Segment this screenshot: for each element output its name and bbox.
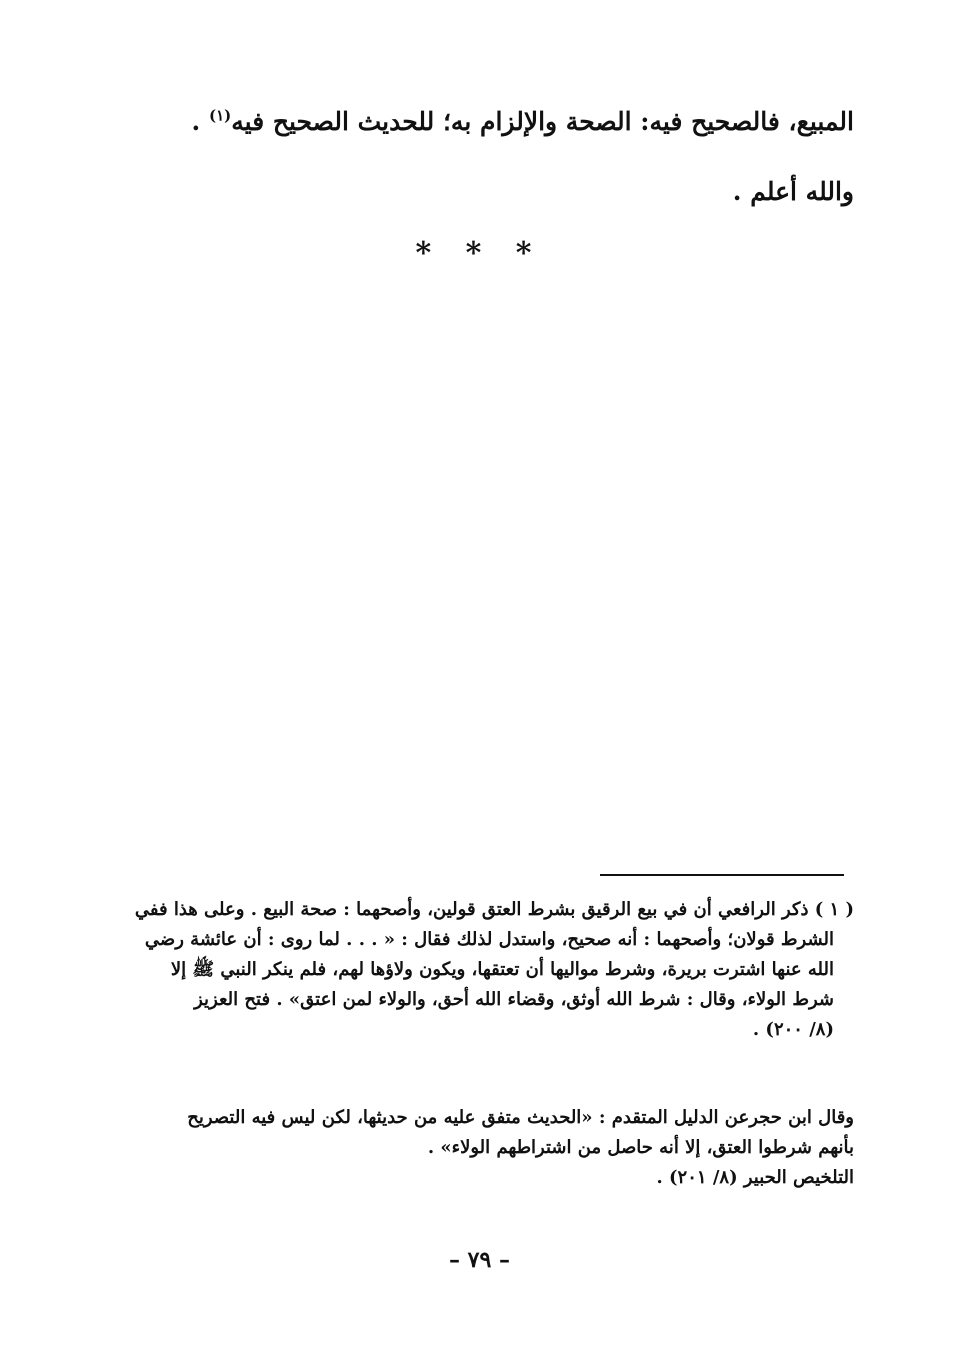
footnote-2-line: بأنهم شرطوا العتق، إلا أنه حاصل من اشتراطهم الولاء» .: [427, 1137, 854, 1158]
footnote-1-line: الشرط قولان؛ وأصحهما : أنه صحيح، واستدل لذلك فقال : « . . . لما روى : أن عائشة رضي: [144, 929, 834, 950]
main-text-line-1-body: المبيع، فالصحيح فيه: الصحة والإلزام به؛ للحديث الصحيح فيه: [231, 107, 854, 136]
footnote-1-line: الله عنها اشترت بريرة، وشرط مواليها أن تعتقها، ويكون ولاؤها لهم، فلم ينكر النبي ﷺ إلا: [170, 959, 834, 980]
footnote-1: [114, 895, 854, 1045]
footnote-1-continuation: [114, 1103, 854, 1193]
footnote-1-line: شرط الولاء، وقال : شرط الله أوثق، وقضاء الله أحق، والولاء لمن اعتق» . فتح العزيز: [194, 989, 834, 1010]
footnote-1-line: (٨/ ٢٠٠) .: [752, 1019, 834, 1040]
footnote-2-line: التلخيص الحبير (٨/ ٢٠١) .: [656, 1167, 854, 1188]
main-text-line-1-end: .: [191, 107, 209, 136]
main-text-line-1: [114, 105, 854, 139]
page-number: – ٧٩ –: [449, 1247, 510, 1273]
footnote-divider: [600, 874, 844, 876]
footnote-reference-1[interactable]: (١): [208, 106, 232, 125]
footnote-2-line: وقال ابن حجرعن الدليل المتقدم : «الحديث متفق عليه من حديثها، لكن ليس فيه التصريح: [187, 1107, 854, 1128]
main-text-line-2: والله أعلم .: [732, 177, 854, 206]
footnote-1-line: ( ١ ) ذكر الرافعي أن في بيع الرقيق بشرط العتق قولين، وأصحهما : صحة البيع . وعلى هذا ففي: [134, 899, 854, 920]
section-separator-stars: * * *: [415, 236, 544, 271]
